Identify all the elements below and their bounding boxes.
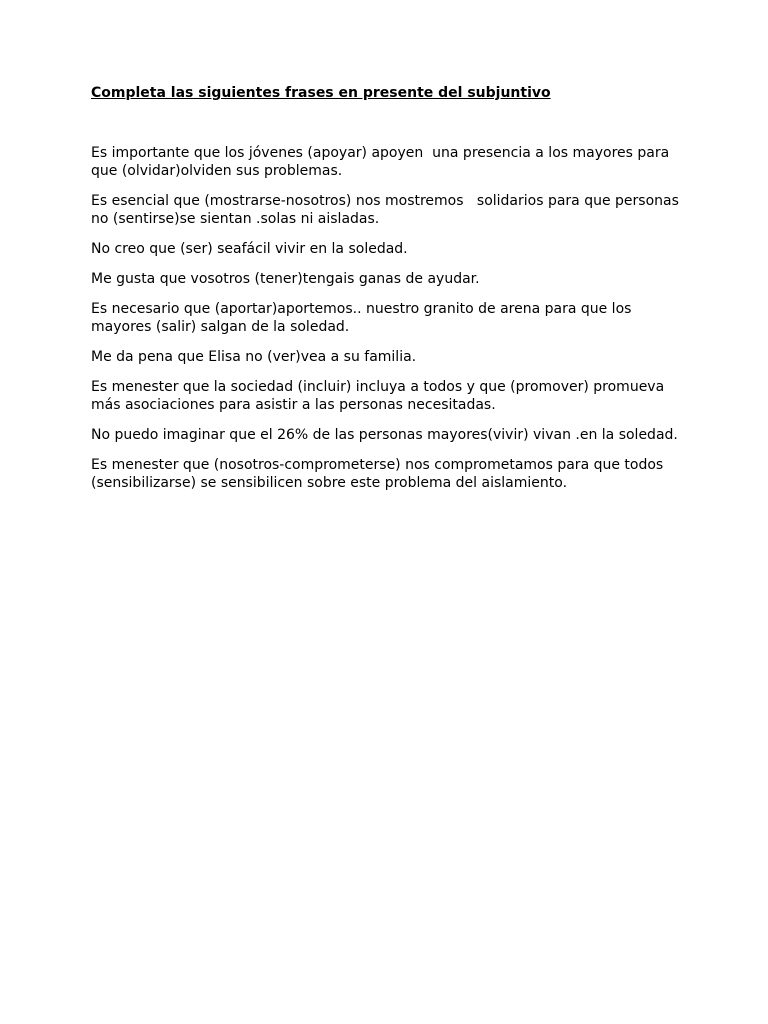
exercise-sentence-4: Me gusta que vosotros (tener)tengais ganas de ayudar. <box>91 271 480 287</box>
exercise-sentence-1: Es importante que los jóvenes (apoyar) apoyen una presencia a los mayores para que (olvidar)olviden sus problemas. <box>91 145 674 179</box>
exercise-sentence-3: No creo que (ser) seafácil vivir en la soledad. <box>91 241 408 257</box>
exercise-sentence-6: Me da pena que Elisa no (ver)vea a su familia. <box>91 349 417 365</box>
document-title: Completa las siguientes frases en presente del subjuntivo <box>91 85 551 101</box>
exercise-sentence-2: Es esencial que (mostrarse-nosotros) nos mostremos solidarios para que personas no (sentirse)se sientan .solas ni aisladas. <box>91 193 684 227</box>
exercise-sentence-5: Es necesario que (aportar)aportemos.. nuestro granito de arena para que los mayores (salir) salgan de la soledad. <box>91 301 636 335</box>
exercise-list <box>91 144 684 504</box>
exercise-sentence-7: Es menester que la sociedad (incluir) incluya a todos y que (promover) promueva más asociaciones para asistir a las personas necesitadas. <box>91 379 669 413</box>
exercise-sentence-9: Es menester que (nosotros-comprometerse) nos comprometamos para que todos (sensibilizarse) se sensibilicen sobre este problema del aislamiento. <box>91 457 668 491</box>
exercise-sentence-8: No puedo imaginar que el 26% de las personas mayores(vivir) vivan .en la soledad. <box>91 427 678 443</box>
